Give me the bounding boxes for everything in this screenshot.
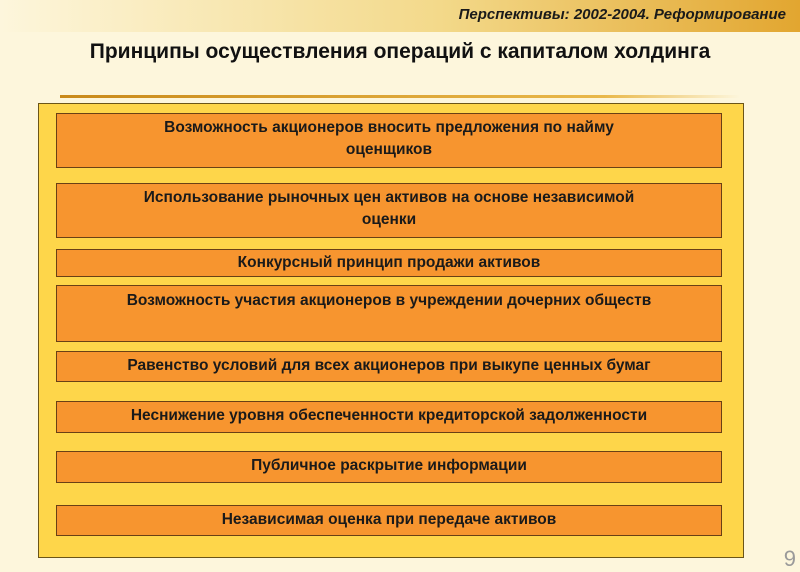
principle-box-7 bbox=[56, 451, 722, 483]
principle-line: Равенство условий для всех акционеров при выкупе ценных бумаг bbox=[127, 357, 651, 374]
principle-box-4 bbox=[56, 285, 722, 342]
principle-line: Конкурсный принцип продажи активов bbox=[237, 254, 541, 271]
principle-line: Публичное раскрытие информации bbox=[251, 457, 527, 474]
principle-box-3 bbox=[56, 249, 722, 277]
page-number: 9 bbox=[783, 546, 796, 571]
principle-line: Возможность акционеров вносить предложения по найму bbox=[164, 119, 614, 136]
slide-title: Принципы осуществления операций с капиталом холдинга bbox=[89, 40, 711, 63]
principle-line: Неснижение уровня обеспеченности кредиторской задолженности bbox=[130, 407, 648, 424]
principle-line: оценки bbox=[361, 211, 417, 228]
principle-box-1 bbox=[56, 113, 722, 168]
title-divider bbox=[60, 95, 740, 98]
principle-line: оценщиков bbox=[345, 141, 433, 158]
principle-line: Использование рыночных цен активов на основе независимой bbox=[143, 189, 635, 206]
slide-subtitle: Перспективы: 2002-2004. Реформирование bbox=[458, 6, 786, 23]
principle-box-2 bbox=[56, 183, 722, 238]
principle-box-5 bbox=[56, 351, 722, 382]
principle-box-6 bbox=[56, 401, 722, 433]
principle-line: Независимая оценка при передаче активов bbox=[221, 511, 557, 528]
principle-line: Возможность участия акционеров в учреждении дочерних обществ bbox=[126, 292, 652, 309]
principle-box-8 bbox=[56, 505, 722, 536]
